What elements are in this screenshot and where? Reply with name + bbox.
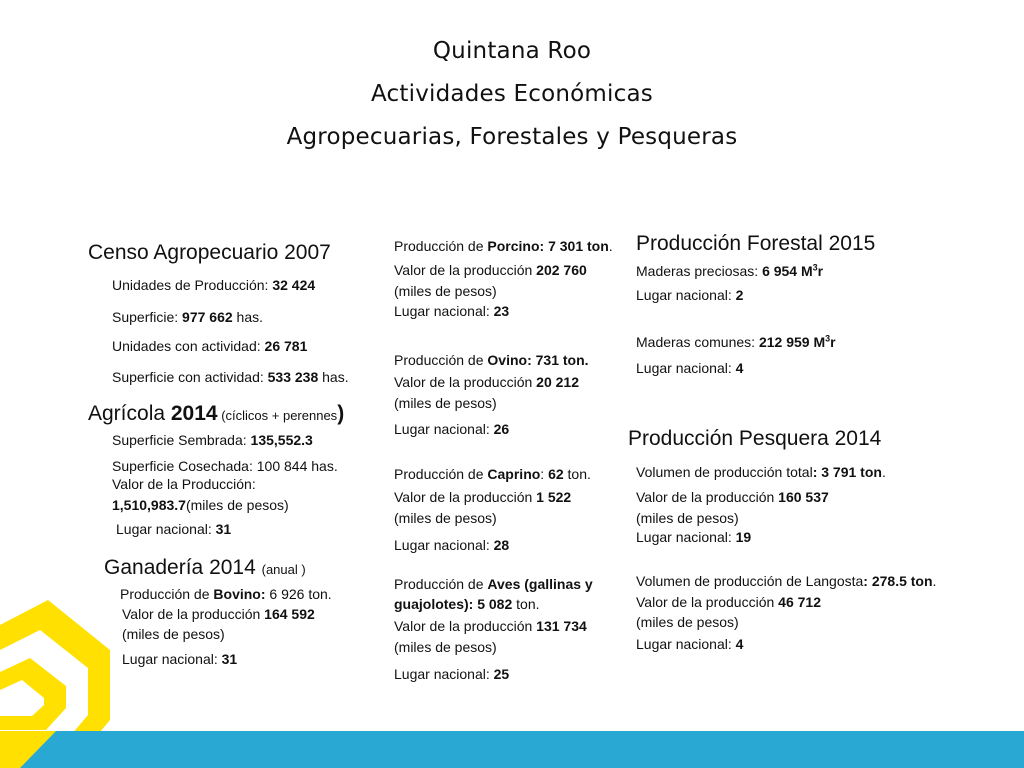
- pesquera-vol-end: .: [881, 464, 886, 480]
- censo-superficie-act-label: Superficie con actividad:: [112, 369, 268, 385]
- aves-label: Producción de: [394, 576, 488, 592]
- title-line-2: Actividades Económicas: [371, 81, 653, 107]
- agricola-subtitle-close: ): [337, 402, 345, 425]
- pesquera-vol-value: : 3 791 ton: [812, 464, 882, 480]
- ovino-valor-label: Valor de la producción: [394, 374, 537, 390]
- agricola-title-year: 2014: [170, 402, 218, 425]
- agricola-lugar-value: 31: [215, 521, 232, 537]
- pesquera-lugar1-value: 19: [735, 529, 752, 545]
- porcino-name: Porcino: 7 301 ton: [487, 238, 609, 254]
- aves-name-2: guajolotes): 5 082: [394, 596, 513, 612]
- agricola-lugar: [116, 521, 231, 538]
- forestal-heading: Producción Forestal 2015: [636, 232, 876, 255]
- comunes-end: r: [830, 334, 836, 350]
- agricola-sembrada-value: 135,552.3: [250, 432, 313, 448]
- langosta-value: : 278.5 ton: [863, 573, 933, 589]
- ganaderia-title: Ganadería 2014: [104, 556, 262, 579]
- porcino-valor-label: Valor de la producción: [394, 262, 537, 278]
- censo-heading: Censo Agropecuario 2007: [88, 241, 331, 264]
- aves-valor: [394, 618, 587, 635]
- censo-superficie-unit: has.: [232, 309, 264, 325]
- caprino-valor-value: 1 522: [536, 489, 572, 505]
- aves-unit: ton.: [512, 596, 540, 612]
- agricola-sembrada-label: Superficie Sembrada:: [112, 432, 251, 448]
- preciosas-label: Maderas preciosas:: [636, 263, 763, 279]
- caprino-label: Producción de: [394, 466, 488, 482]
- porcino-label: Producción de: [394, 238, 488, 254]
- forestal-lugar2-value: 4: [735, 360, 744, 376]
- title-line-3: Agropecuarias, Forestales y Pesqueras: [286, 124, 738, 150]
- caprino-valor: [394, 489, 571, 506]
- forestal-lugar-1: [636, 287, 743, 304]
- pesquera-miles-2: (miles de pesos): [636, 614, 739, 630]
- porcino-produccion: [394, 238, 613, 255]
- agricola-lugar-label: Lugar nacional:: [116, 521, 216, 537]
- caprino-lugar-value: 28: [493, 537, 510, 553]
- pesquera-valor: [636, 489, 829, 506]
- censo-superficie-actividad: [112, 369, 349, 386]
- ovino-produccion: [394, 352, 589, 369]
- caprino-unit: ton.: [563, 466, 591, 482]
- preciosas-end: r: [817, 263, 824, 279]
- forestal-comunes: [636, 334, 836, 351]
- porcino-lugar: [394, 303, 509, 320]
- agricola-title-word: Agrícola: [88, 402, 171, 425]
- ganaderia-valor-value: 164 592: [264, 606, 315, 622]
- agricola-valor-value: 1,510,983.7: [112, 497, 186, 513]
- caprino-miles: (miles de pesos): [394, 510, 497, 526]
- agricola-cosechada: Superficie Cosechada: 100 844 has.: [112, 458, 338, 474]
- porcino-valor-value: 202 760: [536, 262, 587, 278]
- langosta-end: .: [932, 573, 937, 589]
- bovino-value: 6 926 ton.: [265, 586, 332, 602]
- pesquera-miles: (miles de pesos): [636, 510, 739, 526]
- ganaderia-bovino: [120, 586, 332, 603]
- caprino-colon: :: [540, 466, 549, 482]
- pesquera-lugar2-value: 4: [735, 636, 744, 652]
- porcino-lugar-value: 23: [493, 303, 510, 319]
- forestal-lugar1-label: Lugar nacional:: [636, 287, 736, 303]
- forestal-lugar2-label: Lugar nacional:: [636, 360, 736, 376]
- aves-lugar-label: Lugar nacional:: [394, 666, 494, 682]
- aves-lugar-value: 25: [493, 666, 510, 682]
- pesquera-lugar2-label: Lugar nacional:: [636, 636, 736, 652]
- aves-lugar: [394, 666, 509, 683]
- forestal-preciosas: [636, 263, 823, 280]
- ovino-lugar-value: 26: [493, 421, 510, 437]
- ovino-label: Producción de: [394, 352, 488, 368]
- pesquera-valor-2: [636, 594, 821, 611]
- caprino-name: Caprino: [487, 466, 541, 482]
- porcino-lugar-label: Lugar nacional:: [394, 303, 494, 319]
- ganaderia-lugar: [122, 651, 237, 668]
- censo-unidades: [112, 277, 315, 294]
- pesquera-lugar-2: [636, 636, 743, 653]
- caprino-lugar-label: Lugar nacional:: [394, 537, 494, 553]
- ganaderia-lugar-value: 31: [221, 651, 238, 667]
- pesquera-langosta: [636, 573, 936, 590]
- censo-unidades-act-label: Unidades con actividad:: [112, 338, 265, 354]
- ganaderia-miles: (miles de pesos): [122, 626, 225, 642]
- censo-superficie-value: 977 662: [182, 309, 233, 325]
- ovino-miles: (miles de pesos): [394, 395, 497, 411]
- caprino-value: 62: [548, 466, 564, 482]
- agricola-heading: [88, 402, 344, 428]
- porcino-valor: [394, 262, 587, 279]
- comunes-value: 212 959 M: [758, 334, 826, 350]
- aves-produccion: [394, 576, 593, 593]
- censo-unidades-act-value: 26 781: [264, 338, 308, 354]
- aves-name: Aves (gallinas y: [487, 576, 593, 592]
- caprino-lugar: [394, 537, 509, 554]
- preciosas-value: 6 954 M: [762, 263, 813, 279]
- ovino-valor-value: 20 212: [536, 374, 579, 390]
- censo-unidades-actividad: [112, 338, 307, 355]
- pesquera-valor-label: Valor de la producción: [636, 489, 779, 505]
- aves-valor-value: 131 734: [536, 618, 587, 634]
- pesquera-vol-label: Volumen de producción total: [636, 464, 813, 480]
- bovino-label: Producción de: [120, 586, 214, 602]
- bovino-name: Bovino:: [213, 586, 266, 602]
- aves-produccion-2: [394, 596, 540, 613]
- bottom-accent-bar: [0, 731, 1024, 768]
- pesquera-lugar-1: [636, 529, 751, 546]
- agricola-sembrada: [112, 432, 313, 449]
- censo-superficie-act-unit: has.: [318, 369, 349, 385]
- ganaderia-heading: [104, 556, 306, 582]
- aves-valor-label: Valor de la producción: [394, 618, 537, 634]
- ovino-lugar-label: Lugar nacional:: [394, 421, 494, 437]
- ovino-valor: [394, 374, 579, 391]
- ganaderia-valor-label: Valor de la producción: [122, 606, 265, 622]
- porcino-miles: (miles de pesos): [394, 283, 497, 299]
- porcino-end: .: [608, 238, 613, 254]
- agricola-valor-label: Valor de la Producción:: [112, 476, 256, 492]
- censo-unidades-label: Unidades de Producción:: [112, 277, 273, 293]
- pesquera-heading: Producción Pesquera 2014: [628, 427, 882, 450]
- agricola-subtitle: (cíclicos + perennes: [217, 408, 338, 423]
- title-line-1: Quintana Roo: [432, 38, 592, 64]
- comunes-sup: 3: [825, 333, 831, 344]
- ovino-name: Ovino: 731 ton.: [487, 352, 589, 368]
- page-title: [0, 30, 1024, 159]
- caprino-produccion: [394, 466, 591, 483]
- ganaderia-valor: [122, 606, 315, 623]
- ganaderia-subtitle: (anual ): [261, 562, 306, 577]
- censo-superficie: [112, 309, 263, 326]
- pesquera-valor2-value: 46 712: [778, 594, 821, 610]
- forestal-lugar-2: [636, 360, 743, 377]
- censo-superficie-act-value: 533 238: [267, 369, 319, 385]
- ovino-lugar: [394, 421, 509, 438]
- censo-superficie-label: Superficie:: [112, 309, 183, 325]
- pesquera-volumen: [636, 464, 886, 481]
- agricola-valor: [112, 497, 289, 514]
- forestal-lugar1-value: 2: [735, 287, 744, 303]
- censo-unidades-value: 32 424: [272, 277, 316, 293]
- agricola-valor-unit: (miles de pesos): [185, 497, 289, 513]
- pesquera-valor-value: 160 537: [778, 489, 829, 505]
- comunes-label: Maderas comunes:: [636, 334, 759, 350]
- pesquera-valor2-label: Valor de la producción: [636, 594, 779, 610]
- aves-miles: (miles de pesos): [394, 639, 497, 655]
- preciosas-sup: 3: [812, 262, 818, 273]
- ganaderia-lugar-label: Lugar nacional:: [122, 651, 222, 667]
- caprino-valor-label: Valor de la producción: [394, 489, 537, 505]
- langosta-label: Volumen de producción de Langosta: [636, 573, 864, 589]
- pesquera-lugar1-label: Lugar nacional:: [636, 529, 736, 545]
